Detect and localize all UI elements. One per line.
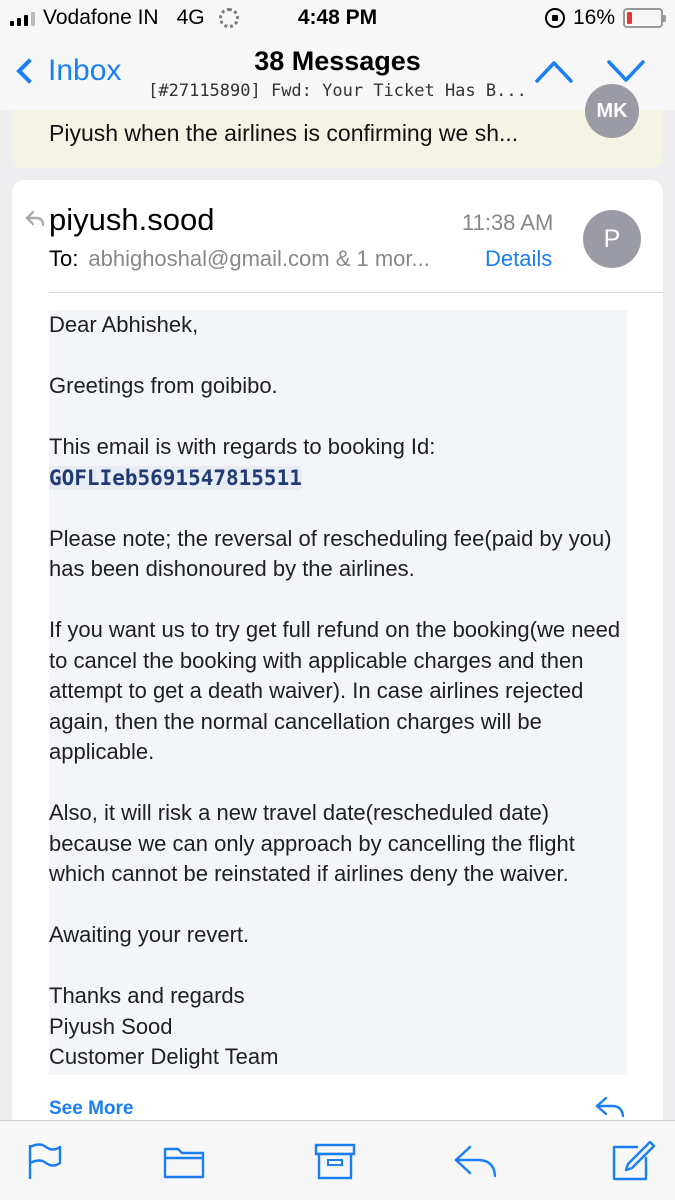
refund-paragraph: If you want us to try get full refund on the booking(we need to cancel the booking with applicable charges and then attempt to get a death waiver). In case airlines rejected again, then the normal cancellation charges will be applicable. [49,617,621,764]
header-divider [49,292,663,293]
reply-inline-icon[interactable] [594,1094,626,1120]
previous-message-card[interactable] [12,100,663,168]
recipients-line [49,246,430,272]
risk-paragraph: Also, it will risk a new travel date(rescheduled date) because we can only approach by cancelling the flight which cannot be reinstated if airlines deny the waiver. [49,800,575,886]
status-time: 4:48 PM [297,6,378,29]
reply-icon [452,1139,498,1183]
compose-button[interactable] [610,1139,656,1183]
bottom-toolbar [0,1120,675,1200]
carrier-name: Vodafone IN [43,6,159,29]
network-type: 4G [176,6,205,29]
back-label: Inbox [48,54,122,87]
reply-button[interactable] [452,1139,498,1183]
signature-team: Customer Delight Team [49,1044,279,1069]
note-paragraph: Please note; the reversal of rescheduling fee(paid by you) has been dishonoured by the airlines. [49,525,612,581]
archive-button[interactable] [312,1139,358,1183]
status-bar [0,0,675,38]
recipients: abhighoshal@gmail.com & 1 mor... [88,246,430,271]
message-body [49,310,627,1075]
sent-time: 11:38 AM [462,210,554,235]
flag-icon [22,1139,68,1183]
previous-message-button[interactable] [534,56,574,86]
sender-avatar: P [583,210,641,268]
flag-button[interactable] [22,1139,68,1183]
booking-intro: This email is with regards to booking Id: [49,434,436,459]
nav-bar [0,38,675,110]
compose-icon [610,1139,656,1183]
folder-icon [161,1139,207,1183]
archive-icon [312,1139,358,1183]
awaiting-line: Awaiting your revert. [49,922,250,947]
signature-name: Piyush Sood [49,1013,173,1039]
orientation-lock-icon [545,8,565,28]
to-label: To: [49,246,79,271]
battery-percent: 16% [572,6,615,29]
status-right [545,6,663,30]
sender-name: piyush.sood [49,202,215,237]
thread-count: 38 Messages [254,46,421,76]
details-link[interactable]: Details [485,246,553,271]
signoff: Thanks and regards [49,983,245,1008]
thread-subject: [#27115890] Fwd: Your Ticket Has B... [148,81,527,101]
replied-indicator-icon [24,208,46,230]
booking-id: GOFLIeb5691547815511 [49,465,302,490]
greetings-line: Greetings from goibibo. [49,373,278,398]
message-card [12,180,663,1140]
greeting: Dear Abhishek, [49,312,199,337]
previous-message-preview: Piyush when the airlines is confirming we sh... [49,120,519,146]
move-to-folder-button[interactable] [161,1139,207,1183]
battery-icon [623,8,663,28]
chevron-down-icon [606,56,646,86]
next-message-button[interactable] [606,56,646,86]
previous-sender-avatar: MK [585,84,639,138]
chevron-up-icon [534,56,574,86]
see-more-link[interactable]: See More [49,1098,134,1119]
